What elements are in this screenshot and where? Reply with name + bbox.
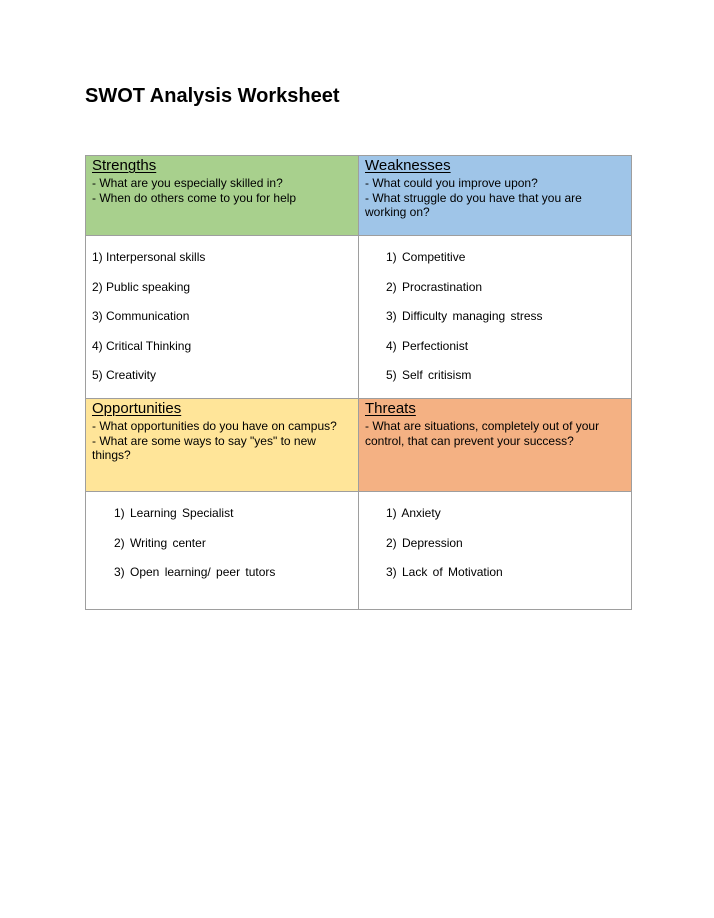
swot-table [85, 155, 632, 610]
page-title: SWOT Analysis Worksheet [85, 85, 340, 107]
threats-prompts [365, 419, 625, 448]
list-item: 2) Writing center [114, 535, 206, 550]
list-item: 5) Self critisism [386, 368, 472, 383]
list-item: 3) Difficulty managing stress [386, 309, 543, 324]
list-item: 4) Critical Thinking [92, 338, 192, 353]
weaknesses-header-cell [359, 156, 631, 236]
list-item: 1) Competitive [386, 250, 466, 264]
threats-header-cell [359, 399, 631, 492]
weaknesses-prompt: - What could you improve upon? [365, 176, 538, 190]
list-item: 3) Lack of Motivation [386, 565, 503, 580]
strengths-heading: Strengths [92, 157, 157, 174]
list-item: 1) Interpersonal skills [92, 250, 206, 264]
list-item: 1) Learning Specialist [114, 506, 234, 520]
opportunities-header-cell [86, 399, 359, 492]
weaknesses-prompt: - What struggle do you have that you are working on? [365, 190, 582, 219]
strengths-prompts [92, 176, 352, 205]
opportunities-prompt: - What opportunities do you have on campus? [92, 419, 337, 433]
strengths-prompt: - When do others come to you for help [92, 190, 297, 205]
opportunities-prompts [92, 419, 352, 463]
threats-heading: Threats [365, 400, 416, 417]
list-item: 4) Perfectionist [386, 338, 469, 353]
list-item: 2) Depression [386, 535, 463, 550]
weaknesses-heading: Weaknesses [365, 157, 451, 174]
list-item: 3) Open learning/ peer tutors [114, 565, 276, 580]
list-item: 1) Anxiety [386, 506, 441, 520]
list-item: 5) Creativity [92, 368, 157, 383]
weaknesses-prompts [365, 176, 625, 220]
opportunities-heading: Opportunities [92, 400, 182, 417]
list-item: 3) Communication [92, 309, 190, 324]
list-item: 2) Public speaking [92, 279, 191, 294]
threats-list [359, 492, 631, 609]
opportunities-list [86, 492, 359, 609]
strengths-prompt: - What are you especially skilled in? [92, 176, 283, 190]
list-item: 2) Procrastination [386, 279, 483, 294]
weaknesses-list [359, 236, 631, 399]
threats-prompt: - What are situations, completely out of your control, that can prevent your success? [365, 419, 600, 448]
strengths-header-cell [86, 156, 359, 236]
opportunities-prompt: - What are some ways to say "yes" to new things? [92, 433, 316, 462]
strengths-list [86, 236, 359, 399]
